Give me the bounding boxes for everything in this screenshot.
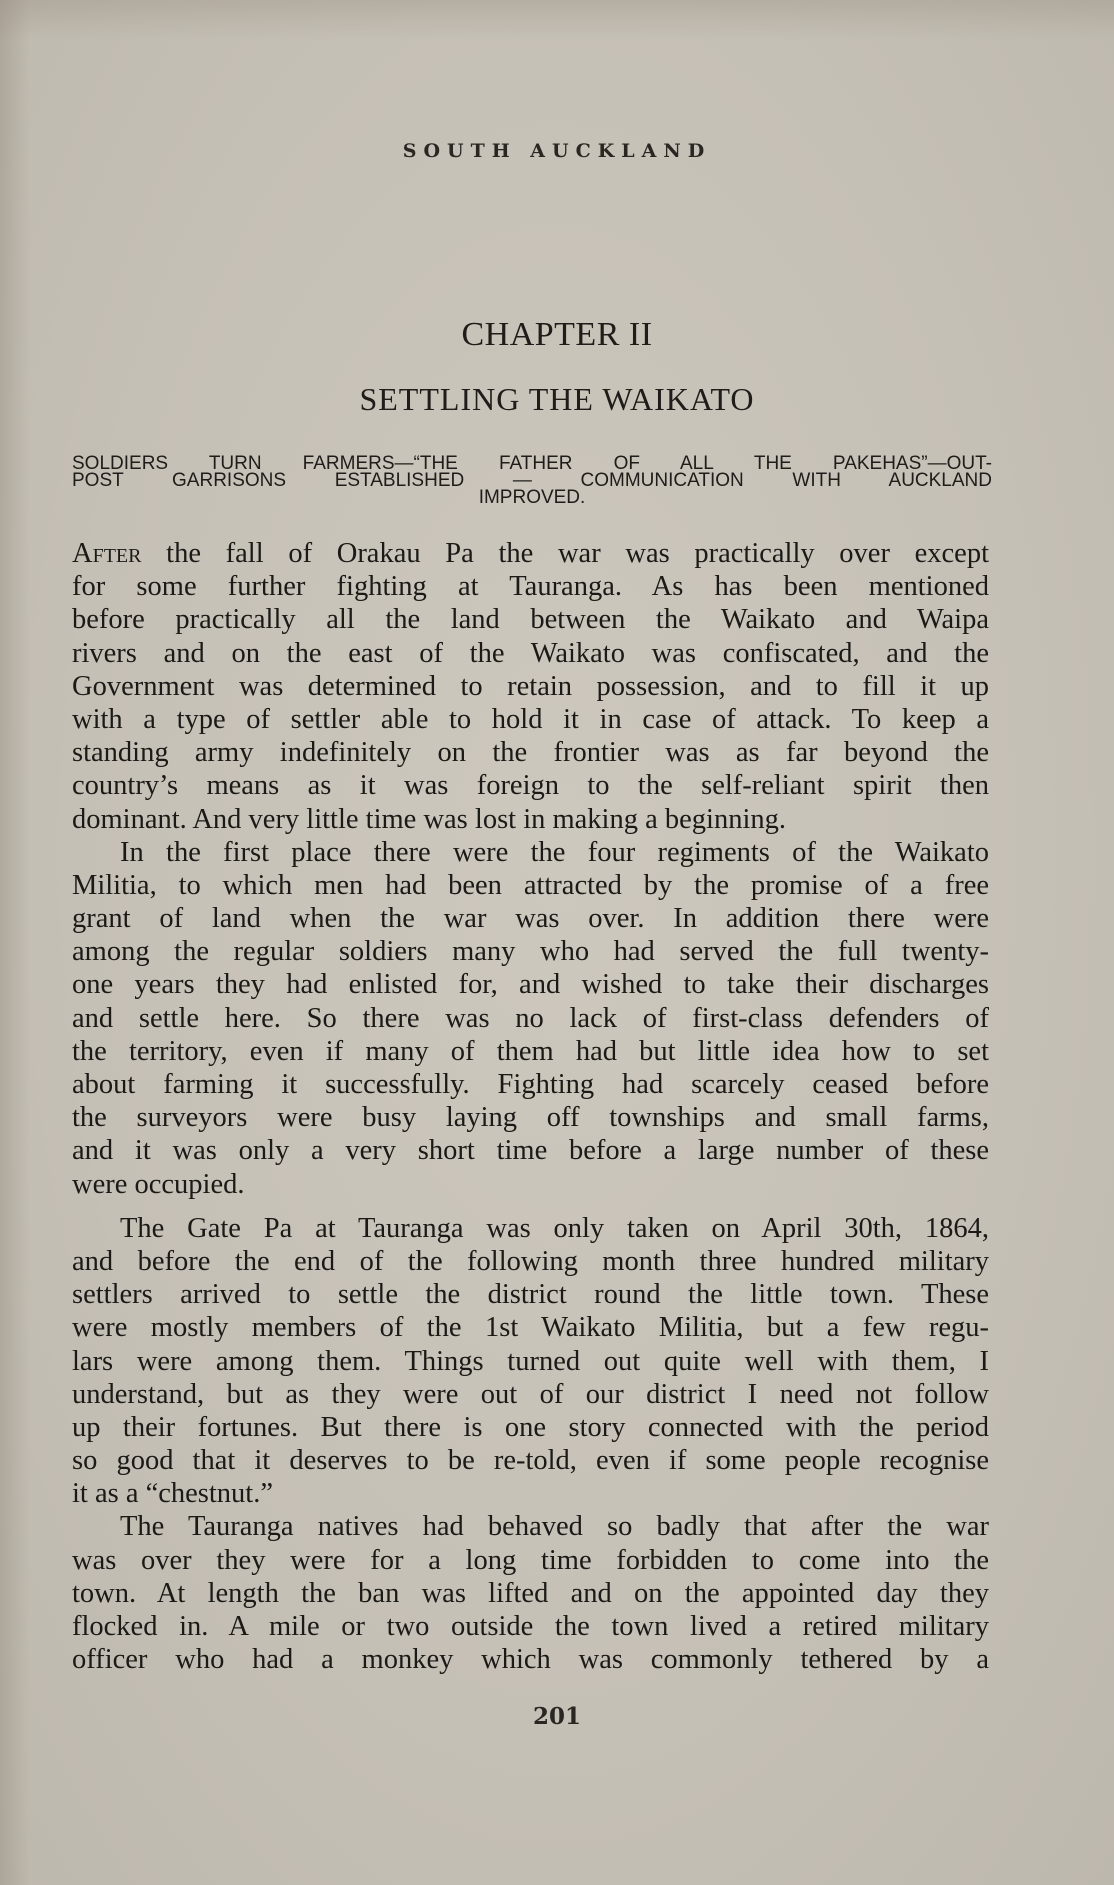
text-line: and settle here. So there was no lack of first-class defenders of [72, 1002, 989, 1034]
text-line [72, 537, 989, 570]
text-line: In the first place there were the four regiments of the Waikato [120, 836, 989, 868]
text-line: the surveyors were busy laying off townships and small farms, [72, 1102, 989, 1134]
text-line: standing army indefinitely on the frontier was as far beyond the [72, 737, 989, 769]
chapter-title: SETTLING THE WAIKATO [359, 381, 755, 417]
text-line: so good that it deserves to be re-told, even if some people recognise [72, 1445, 989, 1477]
page-edge-shadow-left [0, 0, 30, 1885]
page-number: 201 [532, 1703, 581, 1730]
page-edge-shadow-top [0, 0, 1114, 40]
text-line: The Gate Pa at Tauranga was only taken on April 30th, 1864, [120, 1212, 989, 1244]
chapter-number: CHAPTER II [461, 316, 653, 353]
text-line: was over they were for a long time forbidden to come into the [72, 1544, 989, 1576]
opening-word: After [72, 538, 142, 569]
synopsis-line: IMPROVED. [478, 487, 586, 508]
text-line-rest: the fall of Orakau Pa the war was practically over except [141, 538, 989, 569]
body-text [72, 537, 989, 1676]
text-line: about farming it successfully. Fighting had scarcely ceased before [72, 1069, 989, 1100]
text-line: rivers and on the east of the Waikato was confiscated, and the [72, 637, 989, 669]
text-line: dominant. And very little time was lost in making a beginning. [72, 803, 786, 835]
paragraph-gap [72, 1201, 989, 1212]
text-line: one years they had enlisted for, and wished to take their discharges [72, 969, 989, 1001]
text-line: officer who had a monkey which was commonly tethered by a [72, 1644, 989, 1676]
text-line: the territory, even if many of them had but little idea how to set [72, 1035, 989, 1067]
text-line: lars were among them. Things turned out quite well with them, I [72, 1345, 989, 1377]
text-line: and before the end of the following month three hundred military [72, 1245, 989, 1277]
running-head: SOUTH AUCKLAND [402, 140, 712, 162]
text-line: town. At length the ban was lifted and on the appointed day they [72, 1577, 989, 1609]
text-line: Militia, to which men had been attracted by the promise of a free [72, 869, 989, 901]
text-line: among the regular soldiers many who had served the full twenty- [72, 936, 989, 968]
synopsis-line: POST GARRISONS ESTABLISHED — COMMUNICATION WITH AUCKLAND [72, 470, 992, 491]
paragraph [72, 1510, 989, 1676]
paragraph [72, 836, 989, 1201]
text-line: up their fortunes. But there is one story connected with the period [72, 1411, 989, 1443]
text-line: Government was determined to retain possession, and to fill it up [72, 670, 989, 702]
text-line: understand, but as they were out of our district I need not follow [72, 1378, 989, 1410]
synopsis-line: SOLDIERS TURN FARMERS—“THE FATHER OF ALL THE PAKEHAS”—OUT- [72, 453, 992, 474]
text-line: it as a “chestnut.” [72, 1478, 274, 1510]
text-line: before practically all the land between the Waikato and Waipa [72, 604, 989, 636]
text-line: country’s means as it was foreign to the self-reliant spirit then [72, 770, 989, 802]
text-line: flocked in. A mile or two outside the town lived a retired military [72, 1611, 989, 1642]
text-line: settlers arrived to settle the district round the little town. These [72, 1279, 989, 1311]
text-line: and it was only a very short time before a large number of these [72, 1135, 989, 1167]
text-line: were occupied. [72, 1168, 245, 1200]
text-line: with a type of settler able to hold it in case of attack. To keep a [72, 703, 989, 735]
text-line: for some further fighting at Tauranga. As has been mentioned [72, 571, 989, 603]
chapter-synopsis [72, 455, 992, 506]
text-line: The Tauranga natives had behaved so badly that after the war [120, 1511, 989, 1543]
paragraph [72, 537, 989, 836]
text-line: grant of land when the war was over. In addition there were [72, 903, 989, 935]
text-line: were mostly members of the 1st Waikato Militia, but a few regu- [72, 1312, 989, 1344]
paragraph [72, 1212, 989, 1511]
